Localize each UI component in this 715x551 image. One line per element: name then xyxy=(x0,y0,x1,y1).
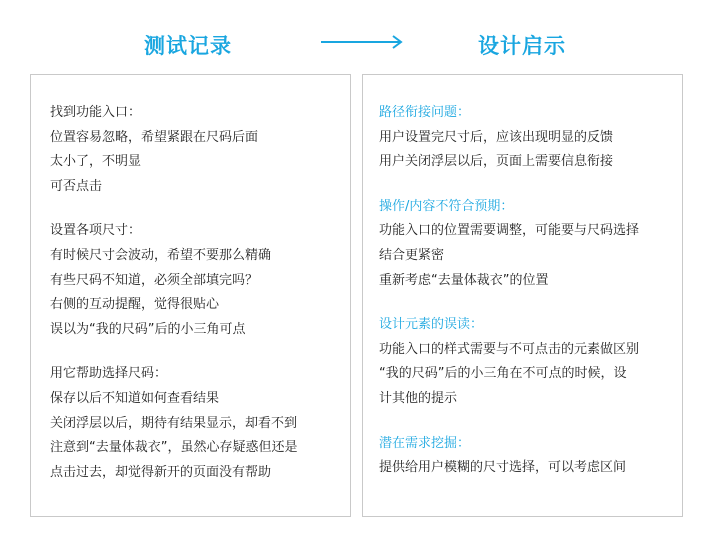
section-heading: 设置各项尺寸： xyxy=(50,223,142,239)
section-line: 位置容易忽略，希望紧跟在尺码后面 xyxy=(50,129,259,145)
section xyxy=(50,219,350,342)
test-record-title: 测试记录 xyxy=(144,34,232,58)
test-record-panel xyxy=(30,74,351,517)
section-line: “我的尺码”后的小三角在不可点的时候，设 xyxy=(379,366,627,382)
section-line: 误以为“我的尺码”后的小三角可点 xyxy=(50,321,246,337)
section-line: 提供给用户模糊的尺寸选择，可以考虑区间 xyxy=(379,460,627,476)
section-line: 结合更紧密 xyxy=(379,247,445,263)
section-line: 注意到“去量体裁衣”，虽然心存疑惑但还是 xyxy=(50,440,298,456)
design-insight-title: 设计启示 xyxy=(478,34,566,58)
section-heading: 路径衔接问题： xyxy=(379,105,471,120)
section-line: 有些尺码不知道，必须全部填完吗？ xyxy=(50,272,259,288)
section xyxy=(379,432,682,481)
section-line: 计其他的提示 xyxy=(379,390,458,406)
section-line: 关闭浮层以后，期待有结果显示，却看不到 xyxy=(50,415,298,431)
section-line: 右侧的互动提醒，觉得很贴心 xyxy=(50,297,220,313)
section xyxy=(50,362,350,485)
section-heading: 设计元素的误读： xyxy=(379,317,484,333)
section-heading: 潜在需求挖掘： xyxy=(379,435,471,451)
section xyxy=(379,101,682,175)
section-line: 用户设置完尺寸后，应该出现明显的反馈 xyxy=(379,129,614,145)
section-line: 有时候尺寸会波动，希望不要那么精确 xyxy=(50,247,272,263)
section xyxy=(50,101,350,199)
right-arrow-icon xyxy=(320,32,404,52)
section xyxy=(379,195,682,293)
section-heading: 操作/内容不符合预期： xyxy=(379,198,514,214)
section-line: 用户关闭浮层以后，页面上需要信息衔接 xyxy=(379,154,614,170)
section-line: 保存以后不知道如何查看结果 xyxy=(50,390,220,406)
section-line: 重新考虑“去量体裁衣”的位置 xyxy=(379,272,549,288)
section-heading: 用它帮助选择尺码： xyxy=(50,366,168,382)
section-line: 功能入口的样式需要与不可点击的元素做区别 xyxy=(379,341,640,357)
design-insight-panel xyxy=(362,74,683,517)
section-line: 太小了，不明显 xyxy=(50,154,142,170)
section-heading: 找到功能入口： xyxy=(50,105,142,120)
section-line: 可否点击 xyxy=(50,178,103,194)
section-line: 功能入口的位置需要调整，可能要与尺码选择 xyxy=(379,223,640,239)
section-line: 点击过去，却觉得新开的页面没有帮助 xyxy=(50,464,272,480)
section xyxy=(379,313,682,411)
